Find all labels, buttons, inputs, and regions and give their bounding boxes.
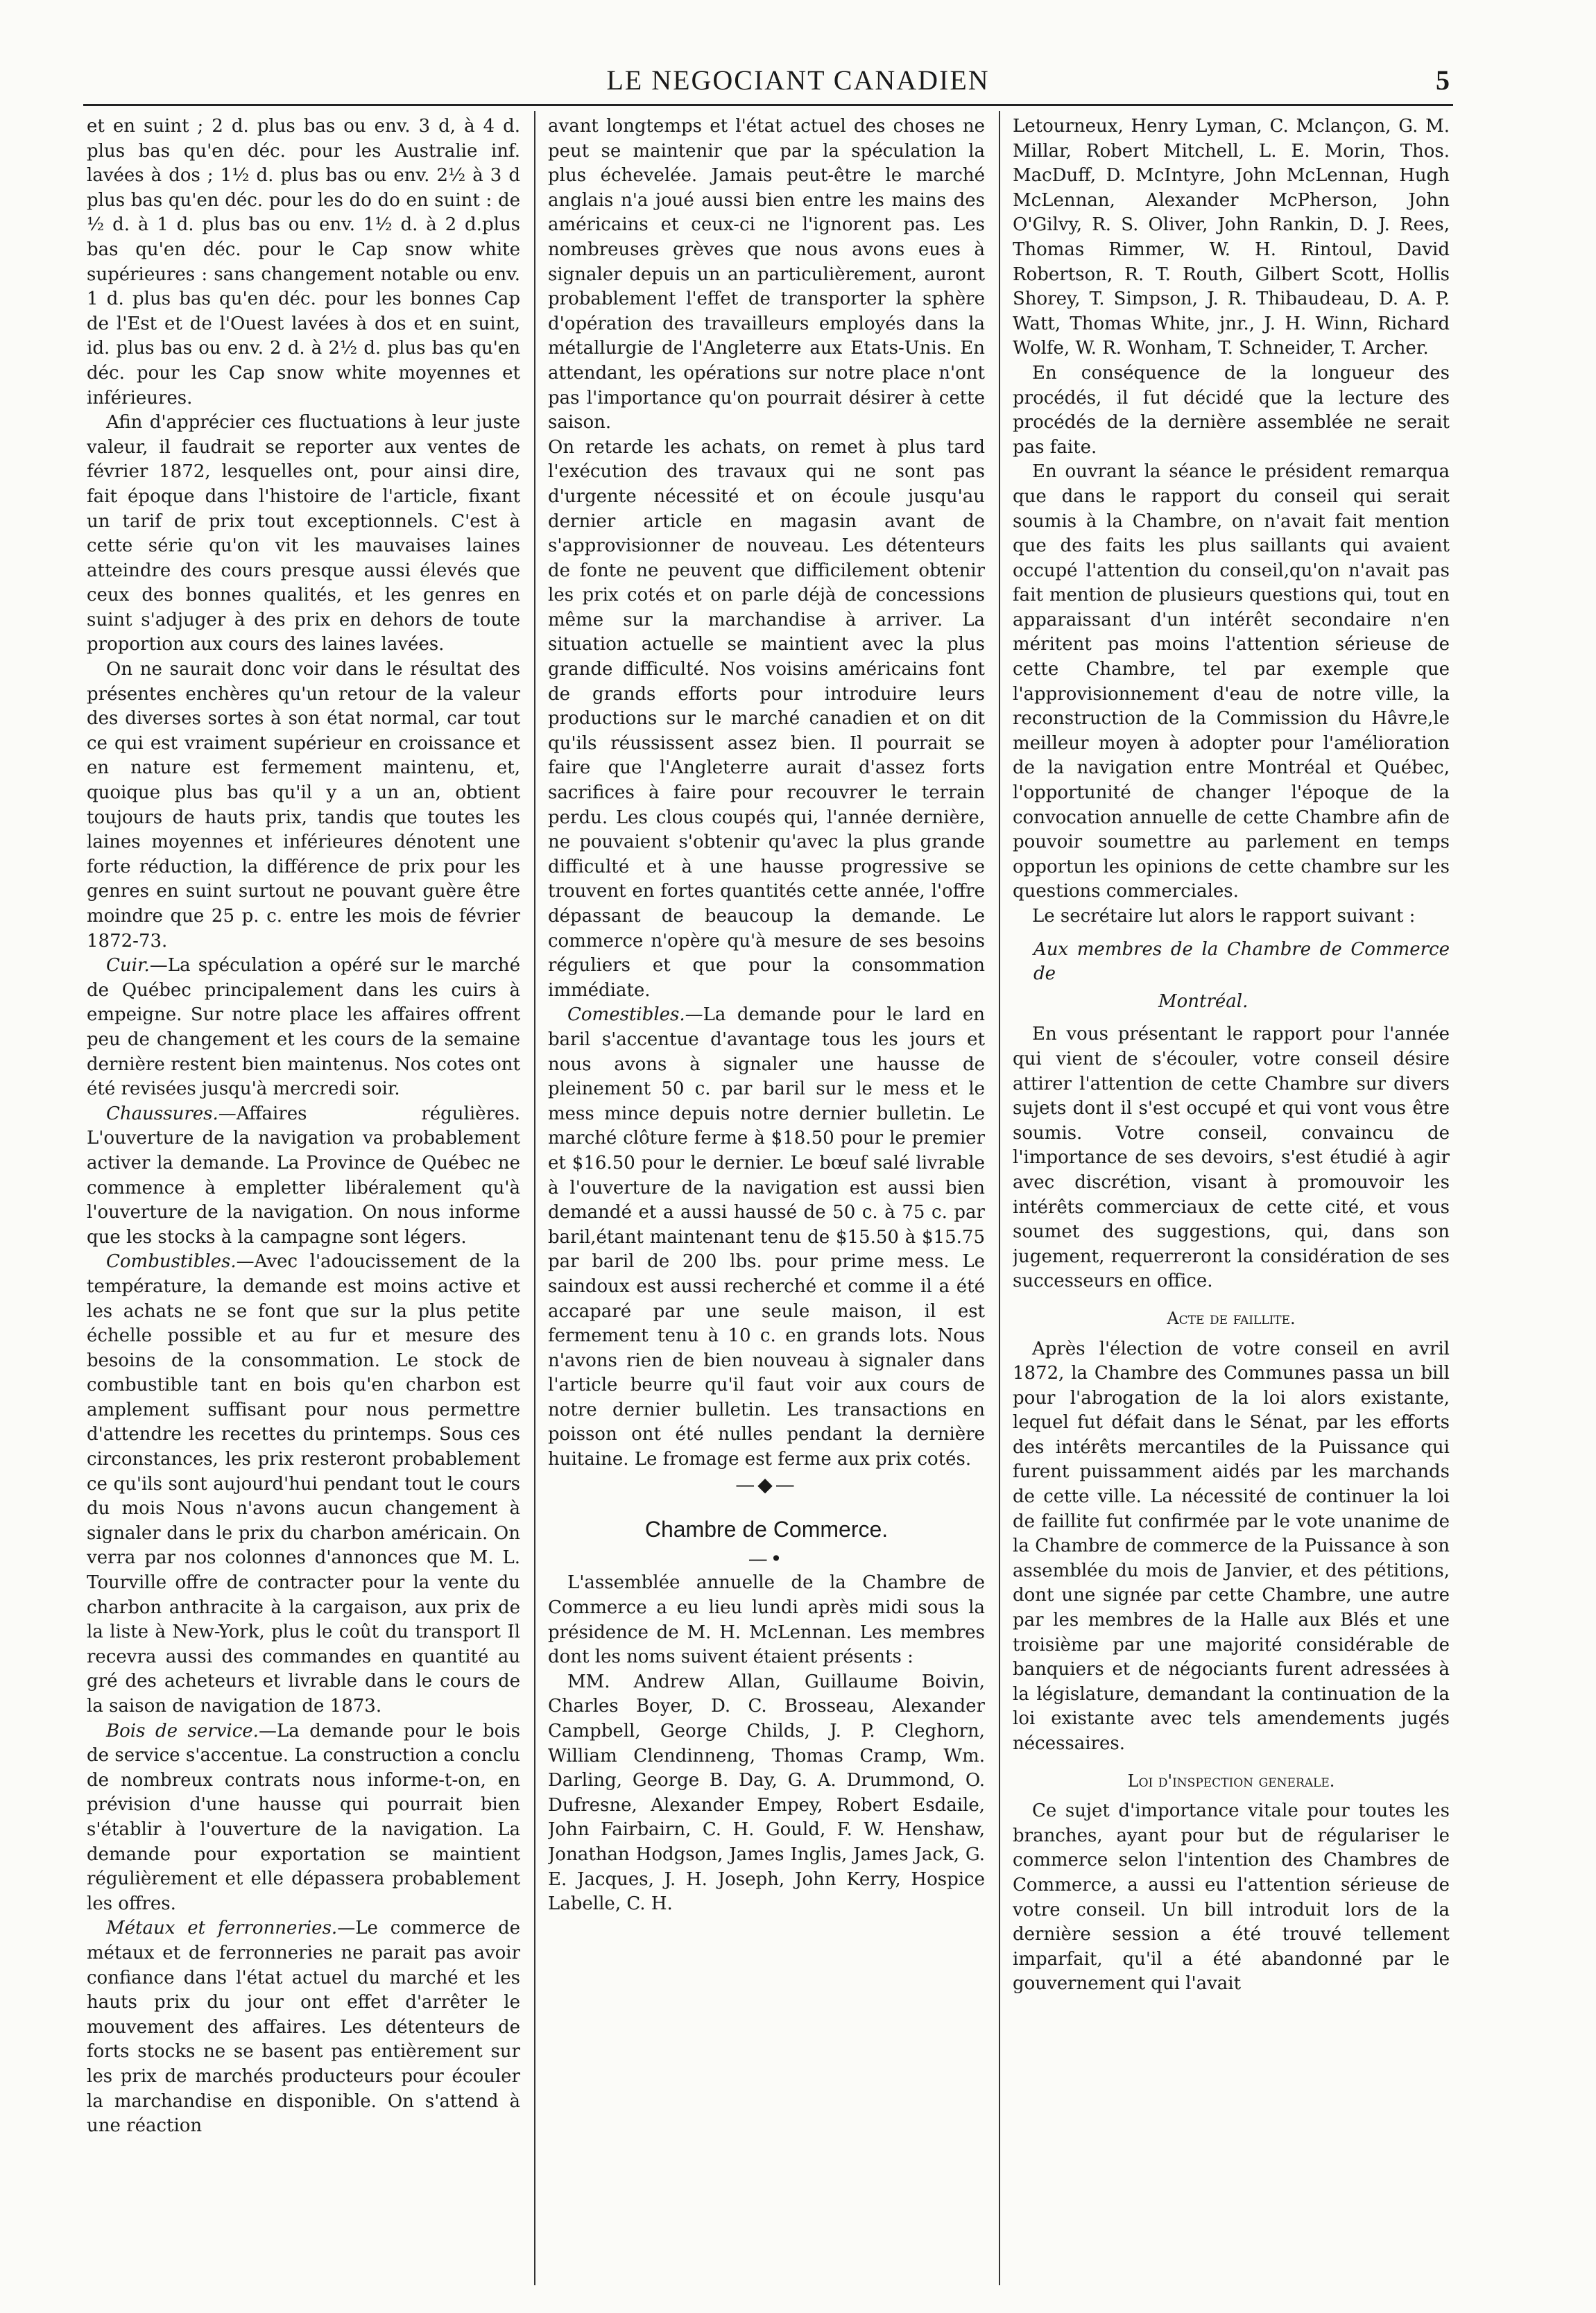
column-1: [87, 114, 520, 2285]
paragraph: En vous présentant le rapport pour l'année qui vient de s'écouler, votre conseil désire attirer l'attention de cette Chambre sur divers sujets dont il s'est occupé et qui vont vous être soumis. Votre conseil, convaincu de l'importance de ses devoirs, s'est étudié à agir avec discrétion, visant à promouvoir les intérêts commerciaux de cette cité, et vous soumet des suggestions, qui, dans son jugement, requerreront la considération de ses successeurs en office.: [1013, 1024, 1450, 1292]
paragraph: Letourneux, Henry Lyman, C. Mclançon, G. M. Millar, Robert Mitchell, L. E. Morin, Thos. MacDuff, D. McIntyre, John McLennan, Hugh McLennan, Alexander McPherson, John O'Gilvy, R. S. Oliver, John Rankin, D. J. Rees, Thomas Rimmer, W. H. Rintoul, David Robertson, R. T. Routh, Gilbert Scott, Hollis Shorey, T. Simpson, J. R. Thibaudeau, D. A. P. Watt, Thomas White, jnr., J. H. Winn, Richard Wolfe, W. R. Wonham, T. Schneider, T. Archer.: [1013, 116, 1450, 359]
column-divider: [999, 111, 1000, 2285]
paragraph-text: —La spéculation a opéré sur le marché de Québec principalement dans les cuirs à empeigne. Sur notre place les affaires offrent peu de changement et les cours de la semaine dernière restent bien maintenus. Nos cotes ont été revisées jusqu'à mercredi soir.: [87, 955, 520, 1100]
paragraph: L'assemblée annuelle de la Chambre de Commerce a eu lieu lundi après midi sous la présidence de M. H. McLennan. Les membres dont les noms suivent étaient présents :: [548, 1572, 985, 1668]
paragraph: [548, 1003, 985, 1472]
section-label: Métaux et ferronneries.: [106, 1918, 338, 1939]
paragraph: En conséquence de la longueur des procédés, il fut décidé que la lecture des procédés de la dernière assemblée ne serait pas faite.: [1013, 362, 1450, 458]
header-rule: [83, 104, 1453, 106]
paragraph: [87, 1719, 520, 1917]
paragraph: On retarde les achats, on remet à plus tard l'exécution des travaux qui ne sont pas d'urgente nécessité et on écoule jusqu'au dernier article en magasin avant de s'approvisionner de nouveau. Les détenteurs de fonte ne peuvent que difficilement obtenir les prix cotés et on parle déjà de concessions même sur la marchandise à arriver. La situation actuelle se maintient avec la plus grande difficulté. Nos voisins américains font de grands efforts pour introduire leurs productions sur le marché canadien et on dit qu'ils réussissent assez bien. Il pourrait se faire que l'Angleterre aurait d'assez forts sacrifices à faire pour recouvrer le terrain perdu. Les clous coupés qui, l'année dernière, ne pouvaient s'obtenir qu'avec la plus grande difficulté et à une hausse progressive se trouvent en fortes quantités cette année, l'offre dépassant de beaucoup la demande. Le commerce n'opère qu'à mesure de ses besoins réguliers et que pour la consommation immédiate.: [548, 436, 985, 1001]
paragraph: [87, 1916, 520, 2138]
address-line: Aux membres de la Chambre de Commerce de: [1033, 938, 1450, 985]
paragraph-text: —Affaires régulières. L'ouverture de la navigation va probablement activer la demande. La Province de Québec ne commence à empletter libéralement qu'à l'ouverture de la navigation. On nous informe que les stocks à la campagne sont légers.: [87, 1103, 520, 1248]
page-number: 5: [1436, 65, 1450, 96]
section-label: Cuir.: [106, 955, 150, 977]
paragraph: [87, 1250, 520, 1719]
paragraph: MM. Andrew Allan, Guillaume Boivin, Charles Boyer, D. C. Brosseau, Alexander Campbell, George Childs, J. P. Cleghorn, William Clendinneng, Thomas Cramp, Wm. Darling, George B. Day, G. A. Drummond, O. Dufresne, Alexander Empey, Robert Esdaile, John Fairbairn, C. H. Gould, F. W. Henshaw, Jonathan Hodgson, James Inglis, James Jack, G. E. Jacques, J. H. Joseph, John Kerry, Hospice Labelle, C. H.: [548, 1671, 985, 1915]
paragraph: Ce sujet d'importance vitale pour toutes les branches, ayant pour but de régulariser le commerce selon l'intention des Chambres de Commerce, a aussi eu l'attention sérieuse de votre conseil. Un bill introduit lors de la dernière session a été trouvé tellement imparfait, qu'il a été abandonné par le gouvernement qui l'avait: [1013, 1800, 1450, 1995]
subheading: Loi d'inspection generale.: [1127, 1771, 1335, 1791]
section-label: Comestibles.: [567, 1004, 685, 1026]
paragraph-text: —Avec l'adoucissement de la température, la demande est moins active et les achats ne se font que sur la plus petite échelle possible et au fur et mesure des besoins de la consommation. Le stock de combustible tant en bois qu'en charbon est amplement suffisant pour nous permettre d'attendre les recettes du printemps. Sous ces circonstances, les prix resteront probablement ce qu'ils sont aujourd'hui pendant tout le cours du mois Nous n'avons aucun changement à signaler dans le prix du charbon américain. On verra par nos colonnes d'annonces que M. L. Tourville offre de contracter pour la vente du charbon anthracite à la cargaison, aux prix de la liste à New-York, plus le coût du transport Il recevra aussi des commandes en quantité au gré des acheteurs et livrable dans le cours de la saison de navigation de 1873.: [87, 1251, 520, 1717]
section-label: Combustibles.: [106, 1251, 237, 1273]
newspaper-title: LE NEGOCIANT CANADIEN: [606, 65, 990, 96]
paragraph: On ne saurait donc voir dans le résultat des présentes enchères qu'un retour de la valeur des diverses sortes à son état normal, car tout ce qui est vraiment supérieur en croissance et en nature est fermement maintenu, et, quoique plus bas qu'il y a un an, obtient toujours de hauts prix, tandis que toutes les laines moyennes et inférieures dénotent une forte réduction, la différence de prix pour les genres en suint surtout ne pouvant guère être moindre que 25 p. c. entre les mois de février 1872-73.: [87, 659, 520, 952]
paragraph-text: —La demande pour le bois de service s'accentue. La construction a conclu de nombreux contrats nous informe-t-on, en prévision d'une hausse qui pourrait bien s'établir à l'ouverture de la navigation. La demande pour exportation se maintient régulièrement et elle dépassera probablement les offres.: [87, 1720, 520, 1914]
paragraph: Après l'élection de votre conseil en avril 1872, la Chambre des Communes passa un bill pour l'abrogation de la loi alors existante, lequel fut défait dans le Sénat, par les efforts des intérêts mercantiles de la Puissance qui furent puissamment aidés par les marchands de cette ville. La nécessité de continuer la loi de faillite fut confirmée par le vote unanime de la Chambre de commerce de la Puissance à son assemblée du mois de Janvier, et des pétitions, dont une signée par cette Chambre, une autre par les membres de la Halle aux Blés et une troisième par une majorité considérable de banquiers et de négociants furent adressées à la législature, demandant la continuation de la loi existante avec tels amendements jugés nécessaires.: [1013, 1338, 1450, 1754]
ornament-divider: —•: [748, 1547, 785, 1570]
paragraph: Afin d'apprécier ces fluctuations à leur juste valeur, il faudrait se reporter aux ventes de février 1872, lesquelles ont, pour ainsi dire, fait époque dans l'histoire de l'article, fixant un tarif de prix tout exceptionnels. C'est à cette série qu'on vit les mauvaises laines atteindre des cours presque aussi élevés que ceux des bonnes qualités, et les genres en suint s'adjuger à des prix en dehors de toute proportion aux cours des laines lavées.: [87, 412, 520, 655]
subheading: Acte de faillite.: [1167, 1308, 1296, 1328]
paragraph: avant longtemps et l'état actuel des choses ne peut se maintenir que par la spéculation la plus échevelée. Jamais peut-être le marché anglais n'a joué aussi bien entre les mains des américains et ceux-ci ne l'ignorent pas. Les nombreuses grèves que nous avons eues à signaler depuis un an particulièrement, auront probablement l'effet de transporter la sphère d'opération des travailleurs employés dans la métallurgie de l'Angleterre aux Etats-Unis. En attendant, les opérations sur notre place n'ont pas l'importance qu'on pourrait désirer à cette saison.: [548, 116, 985, 433]
paragraph: En ouvrant la séance le président remarqua que dans le rapport du conseil qui serait soumis à la Chambre, on n'avait fait mention que des faits les plus saillants qui avaient occupé l'attention du conseil,qu'on n'avait pas fait mention de plusieurs questions qui, tout en apparaissant d'un intérêt secondaire n'en méritent pas moins l'attention sérieuse de cette Chambre, tel par exemple que l'approvisionnement d'eau de notre ville, la reconstruction de la Commission du Hâvre,le meilleur moyen à adopter pour l'amélioration de la navigation entre Montréal et Québec, l'opportunité de changer l'époque de la convocation annuelle de cette Chambre afin de pouvoir soumettre au parlement en temps opportun les opinions de cette chambre sur les questions commerciales.: [1013, 461, 1450, 902]
paragraph: [87, 954, 520, 1102]
section-label: Chaussures.: [106, 1103, 218, 1124]
section-label: Bois de service.: [106, 1720, 259, 1742]
paragraph: Le secrétaire lut alors le rapport suivant :: [1032, 906, 1416, 927]
paragraph-text: —Le commerce de métaux et de ferronneries ne parait pas avoir confiance dans l'état actuel du marché et les hauts prix du jour ont effet d'arrêter le mouvement des affaires. Les détenteurs de forts stocks ne se basent pas entièrement sur les prix de marchés producteurs pour écouler la marchandise en disponible. On s'attend à une réaction: [87, 1918, 520, 2137]
paragraph: [87, 1102, 520, 1250]
column-divider: [534, 111, 535, 2285]
paragraph-text: —La demande pour le lard en baril s'accentue d'avantage tous les jours et nous avons à signaler une hausse de pleinement 50 c. par baril sur le mess et le mess mince depuis notre dernier bulletin. Le marché clôture ferme à $18.50 pour le premier et $16.50 pour le dernier. Le bœuf salé livrable à l'ouverture de la navigation est aussi bien demandé et a aussi haussé de 50 c. à 75 c. par baril,étant maintenant tenu de $15.50 à $15.75 par baril de 200 lbs. pour prime mess. Le saindoux est aussi recherché et comme il a été accaparé par une seule maison, il est fermement tenu à 10 c. en grands lots. Nous n'avons rien de bien nouveau à signaler dans l'article beurre qu'il faut voir aux cours de notre dernier bulletin. Les transactions en poisson ont été nulles pendant la dernière huitaine. Le fromage est ferme aux prix cotés.: [548, 1004, 985, 1470]
ornament-divider: —◆—: [735, 1472, 798, 1496]
address-line: Montréal.: [1158, 990, 1249, 1012]
column-3: [1013, 114, 1450, 2285]
column-2: [548, 114, 985, 2285]
paragraph: et en suint ; 2 d. plus bas ou env. 3 d, à 4 d. plus bas qu'en déc. pour les Australie inf. lavées à dos ; 1½ d. plus bas ou env. 2½ à 3 d plus bas qu'en déc. pour les do do en suint : de ½ d. à 1 d. plus bas ou env. 1½ d. à 2 d.plus bas qu'en déc. pour le Cap snow white supérieures : sans changement notable ou env. 1 d. plus bas qu'en déc. pour les bonnes Cap de l'Est et de l'Ouest lavées à dos et en suint, id. plus bas ou env. 2 d. à 2½ d. plus bas qu'en déc. pour les Cap snow white moyennes et inférieures.: [87, 116, 520, 409]
section-heading: Chambre de Commerce.: [644, 1517, 889, 1542]
